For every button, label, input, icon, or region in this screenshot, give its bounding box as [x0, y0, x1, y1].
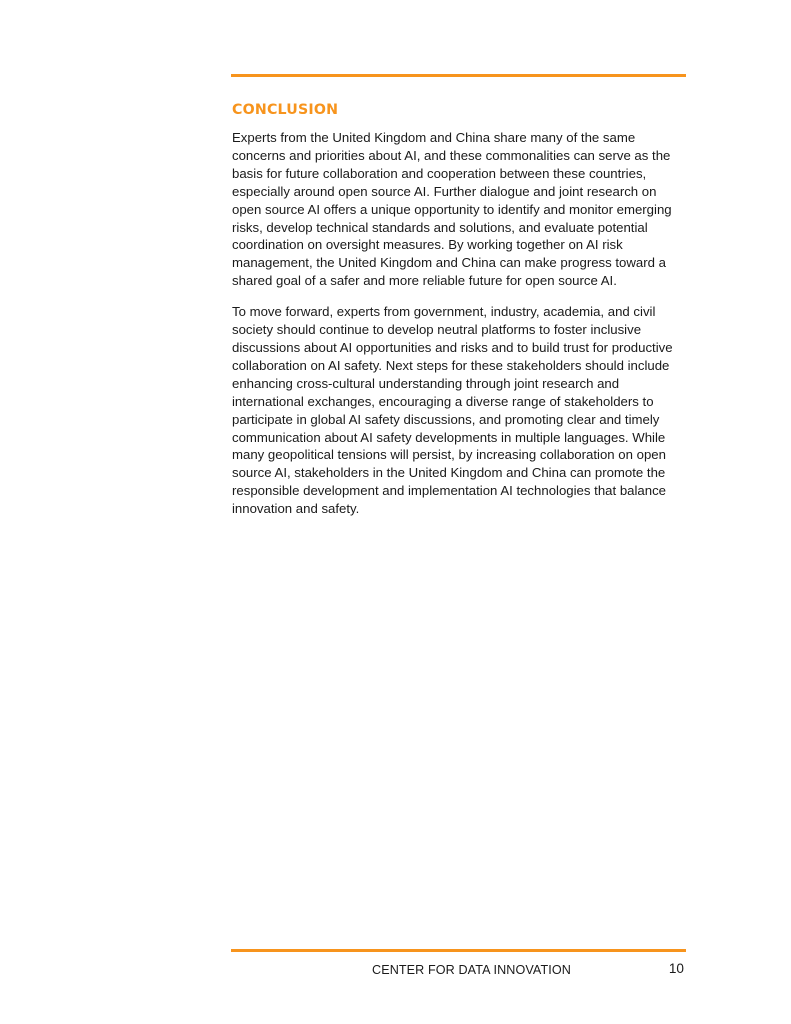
paragraph-2: To move forward, experts from government, industry, academia, and civil society should continue to develop neutral platforms to foster inclusive discussions about AI opportunities and risks and to build trust for productive collaboration on AI safety. Next steps for these stakeholders should include enhancing cross-cultural understanding through joint research and international exchanges, encouraging a diverse range of stakeholders to participate in global AI safety discussions, and promoting clear and timely communication about AI safety developments in multiple languages. While many geopolitical tensions will persist, by increasing collaboration on open source AI, stakeholders in the United Kingdom and China can promote the responsible development and implementation AI technologies that balance innovation and safety. [232, 304, 673, 517]
footer-organization: CENTER FOR DATA INNOVATION [372, 963, 571, 977]
header-rule [231, 74, 686, 77]
conclusion-section [232, 100, 688, 531]
section-heading: CONCLUSION [232, 102, 339, 118]
paragraph-1: Experts from the United Kingdom and China share many of the same concerns and priorities about AI, and these commonalities can serve as the basis for future collaboration and cooperation between these countries, especially around open source AI. Further dialogue and joint research on open source AI offers a unique opportunity to identify and monitor emerging risks, develop technical standards and solutions, and evaluate potential coordination on oversight measures. By working together on AI risk management, the United Kingdom and China can make progress toward a shared goal of a safer and more reliable future for open source AI. [232, 130, 672, 289]
footer-rule [231, 949, 686, 952]
page-number: 10 [668, 961, 684, 976]
